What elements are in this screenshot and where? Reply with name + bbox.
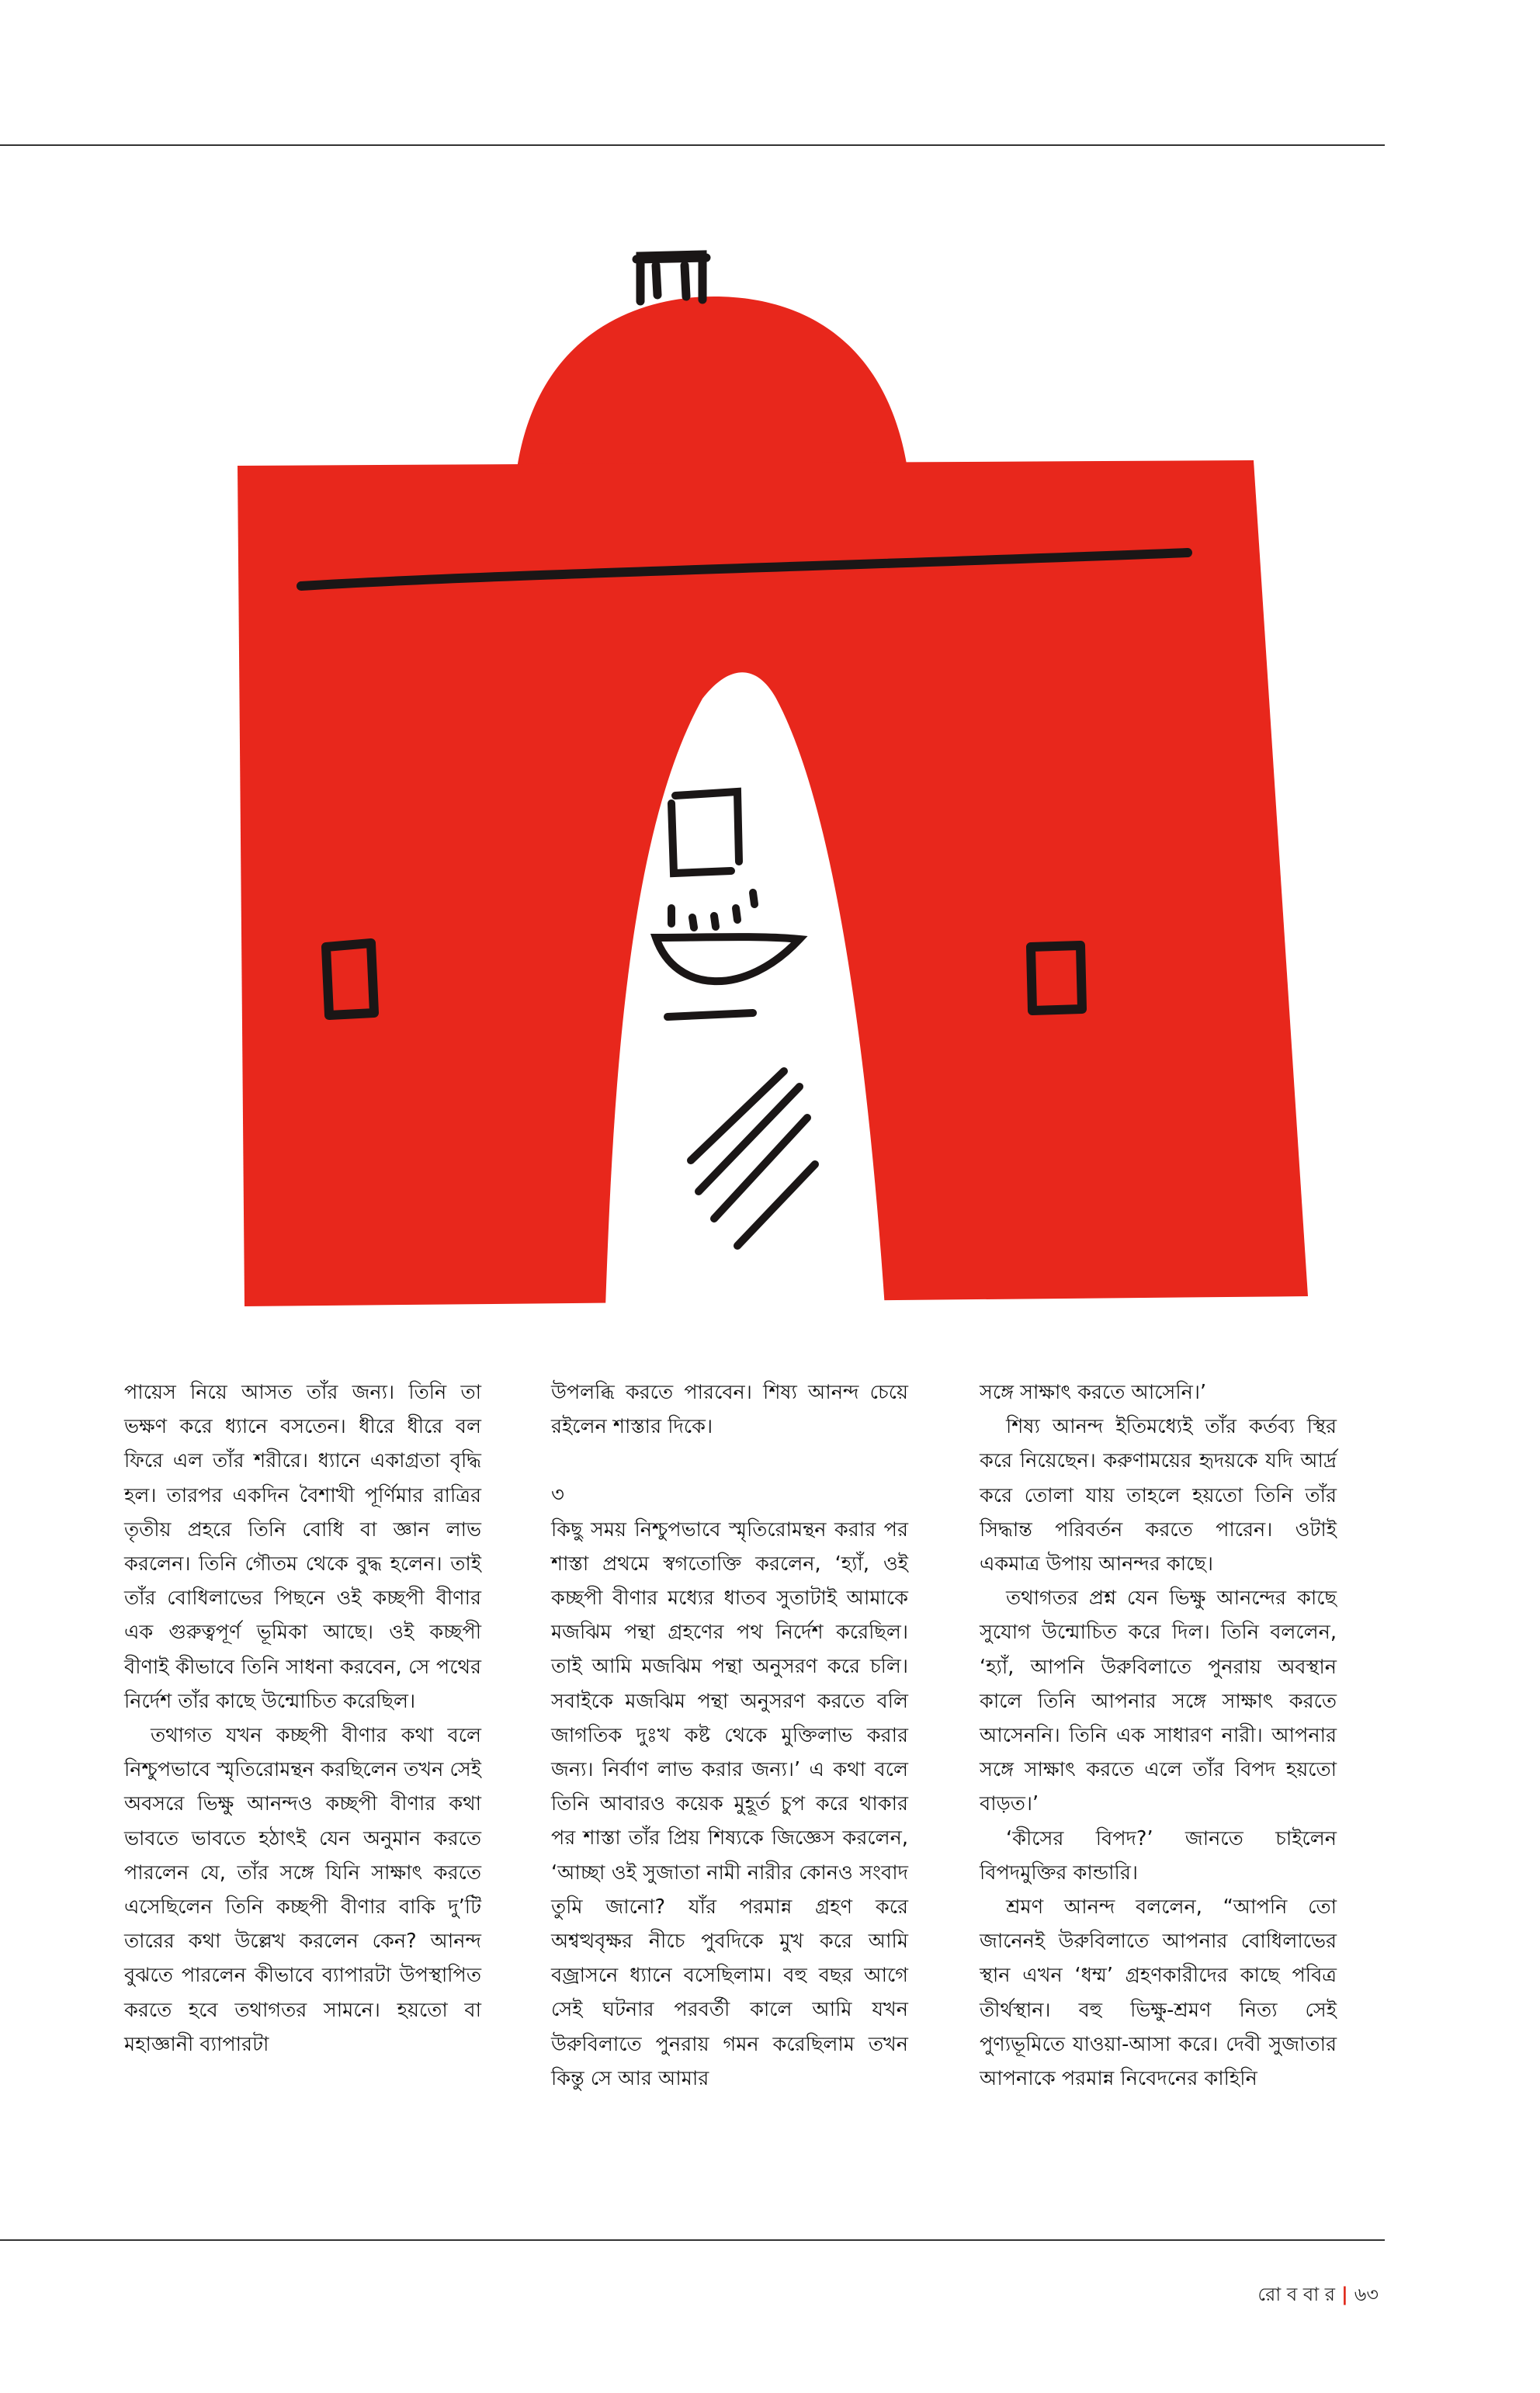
footer-separator: | <box>1341 2284 1348 2305</box>
text-column-3 <box>980 1375 1337 2096</box>
paragraph: তথাগত যখন কচ্ছপী বীণার কথা বলে নিশ্চুপভাবে স্মৃতিরোমন্থন করছিলেন তখন সেই অবসরে ভিক্ষু আনন্দও কচ্ছপী বীণার কথা ভাবতে ভাবতে হঠাৎই যেন অনুমান করতে পারলেন যে, তাঁর সঙ্গে যিনি সাক্ষাৎ করতে এসেছিলেন তিনি কচ্ছপী বীণার বাকি দু’টি তারের কথা উল্লেখ করলেন কেন? আনন্দ বুঝতে পারলেন কীভাবে ব্যাপারটা উপস্থাপিত করতে হবে তথাগতর সামনে। হয়তো বা মহাজ্ঞানী ব্যাপারটা <box>124 1724 481 2056</box>
section-number: ৩ <box>551 1483 564 1507</box>
magazine-name: রো ব বা র <box>1257 2284 1336 2305</box>
dome-finial <box>636 255 706 301</box>
temple-illustration <box>101 225 1327 1320</box>
paragraph: তথাগতর প্রশ্ন যেন ভিক্ষু আনন্দের কাছে সুযোগ উন্মোচিত করে দিল। তিনি বললেন, ‘হ্যাঁ, আপনি উরুবিলাতে পুনরায় অবস্থান কালে তিনি আপনার সঙ্গে সাক্ষাৎ করতে আসেননি। তিনি এক সাধারণ নারী। আপনার সঙ্গে সাক্ষাৎ করতে এলে তাঁর বিপদ হয়তো বাড়ত।’ <box>980 1587 1337 1816</box>
top-rule <box>0 144 1385 146</box>
paragraph: সঙ্গে সাক্ষাৎ করতে আসেনি।’ <box>980 1381 1207 1404</box>
paragraph: উপলব্ধি করতে পারবেন। শিষ্য আনন্দ চেয়ে রইলেন শাস্তার দিকে। <box>551 1381 908 1439</box>
paragraph: শ্রমণ আনন্দ বললেন, “আপনি তো জানেনই উরুবিলাতে আপনার বোধিলাভের স্থান এখন ‘ধম্ম’ গ্রহণকারীদের কাছে পবিত্র তীর্থস্থান। বহু ভিক্ষু-শ্রমণ নিত্য সেই পুণ্যভূমিতে যাওয়া-আসা করে। দেবী সুজাতার আপনাকে পরমান্ন নিবেদনের কাহিনি <box>980 1895 1337 2091</box>
text-column-1 <box>124 1375 481 2062</box>
text-column-2 <box>551 1375 908 2096</box>
dome-shape <box>516 297 908 473</box>
page-footer <box>1257 2280 1379 2311</box>
paragraph: ‘কীসের বিপদ?’ জানতে চাইলেন বিপদমুক্তির কান্ডারি। <box>980 1826 1337 1885</box>
paragraph: পায়েস নিয়ে আসত তাঁর জন্য। তিনি তা ভক্ষণ করে ধ্যানে বসতেন। ধীরে ধীরে বল ফিরে এল তাঁর শরীরে। ধ্যানে একাগ্রতা বৃদ্ধি হল। তারপর একদিন বৈশাখী পূর্ণিমার রাত্রির তৃতীয় প্রহরে তিনি বোধি বা জ্ঞান লাভ করলেন। তিনি গৌতম থেকে বুদ্ধ হলেন। তাই তাঁর বোধিলাভের পিছনে ওই কচ্ছপী বীণার এক গুরুত্বপূর্ণ ভূমিকা আছে। ওই কচ্ছপী বীণাই কীভাবে তিনি সাধনা করবেন, সে পথের নির্দেশ তাঁর কাছে উন্মোচিত করেছিল। <box>124 1381 481 1713</box>
page-number: ৬৩ <box>1354 2284 1379 2305</box>
bottom-rule <box>0 2239 1385 2241</box>
paragraph: কিছু সময় নিশ্চুপভাবে স্মৃতিরোমন্থন করার পর শাস্তা প্রথমে স্বগতোক্তি করলেন, ‘হ্যাঁ, ওই কচ্ছপী বীণার মধ্যের ধাতব সুতাটাই আমাকে মজঝিম পন্থা গ্রহণের পথ নির্দেশ করেছিল। তাই আমি মজঝিম পন্থা অনুসরণ করে চলি। সবাইকে মজঝিম পন্থা অনুসরণ করতে বলি জাগতিক দুঃখ কষ্ট থেকে মুক্তিলাভ করার জন্য। নির্বাণ লাভ করার জন্য।’ এ কথা বলে তিনি আবারও কয়েক মুহূর্ত চুপ করে থাকার পর শাস্তা তাঁর প্রিয় শিষ্যকে জিজ্ঞেস করলেন, ‘আচ্ছা ওই সুজাতা নামী নারীর কোনও সংবাদ তুমি জানো? যাঁর পরমান্ন গ্রহণ করে অশ্বত্থবৃক্ষর নীচে পুবদিকে মুখ করে আমি বজ্রাসনে ধ্যানে বসেছিলাম। বহু বছর আগে সেই ঘটনার পরবর্তী কালে আমি যখন উরুবিলাতে পুনরায় গমন করেছিলাম তখন কিন্তু সে আর আমার <box>551 1517 908 2090</box>
section-gap <box>551 1444 908 1478</box>
paragraph: শিষ্য আনন্দ ইতিমধ্যেই তাঁর কর্তব্য স্থির করে নিয়েছেন। করুণাময়ের হৃদয়কে যদি আর্দ্র করে তোলা যায় তাহলে হয়তো তিনি তাঁর সিদ্ধান্ত পরিবর্তন করতে পারেন। ওটাই একমাত্র উপায় আনন্দর কাছে। <box>980 1415 1337 1576</box>
